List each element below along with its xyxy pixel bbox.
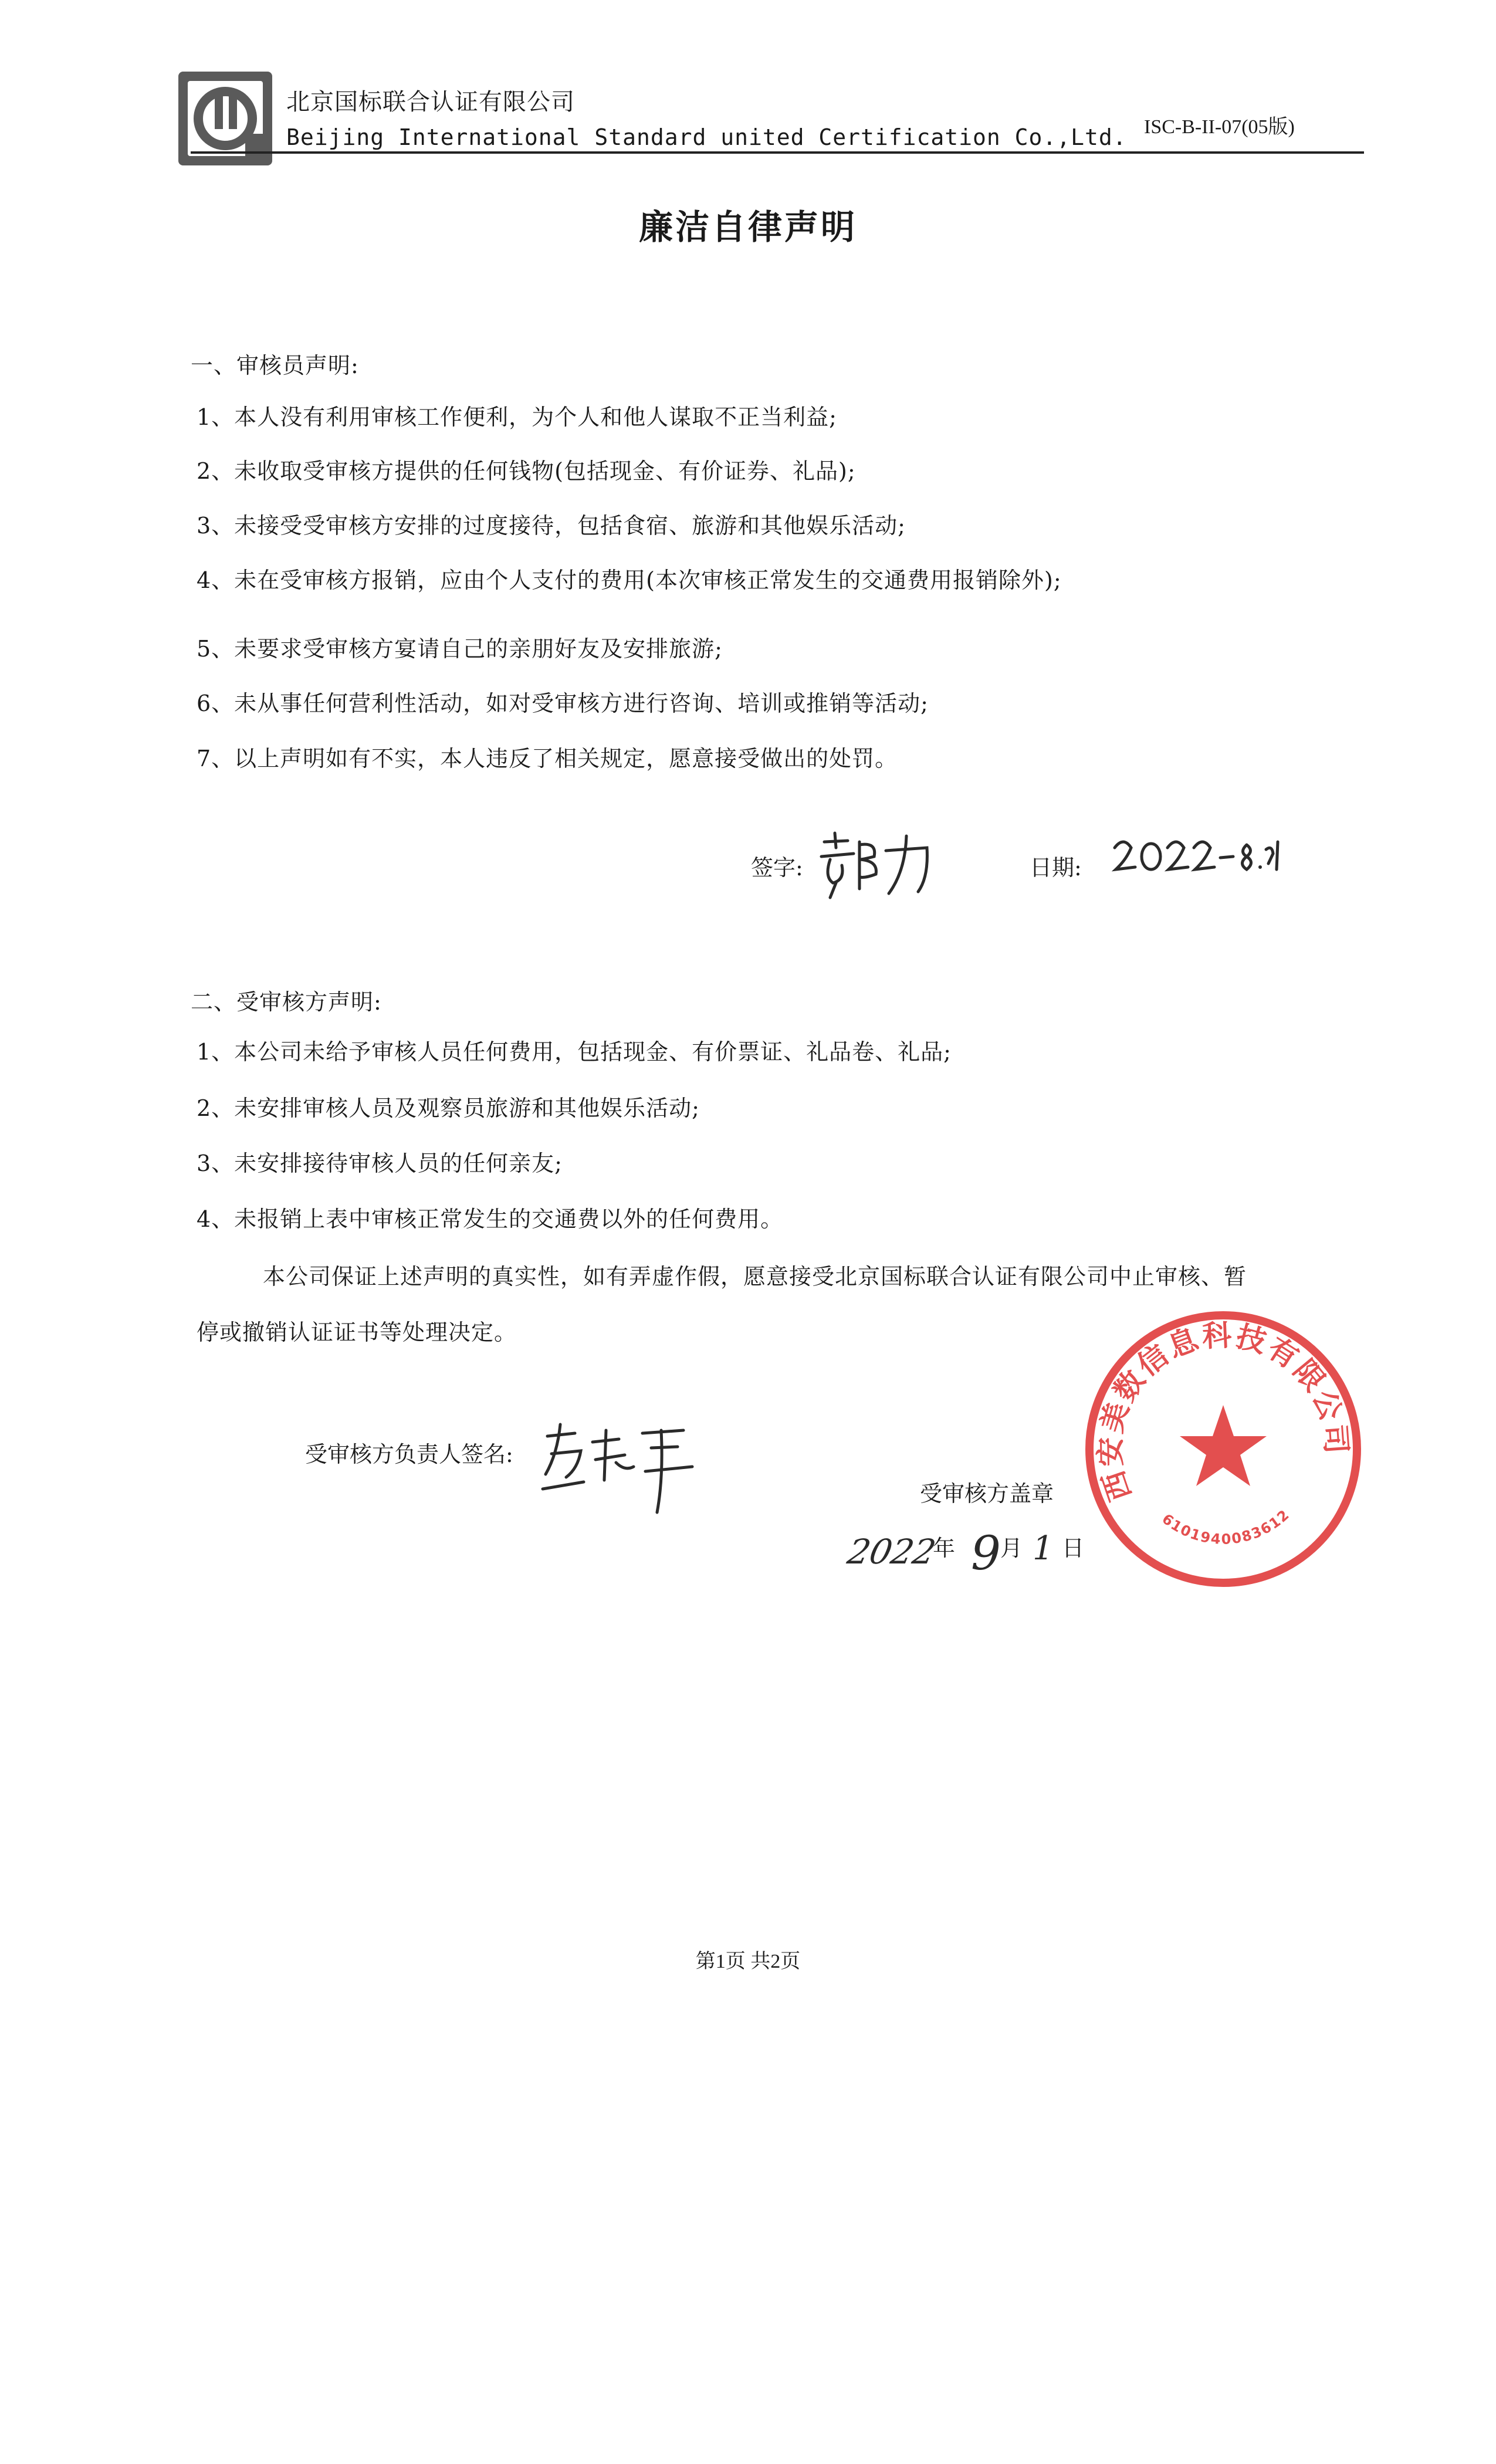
auditee-section-heading: 二、受审核方声明: bbox=[191, 989, 382, 1015]
auditee-item: 1、本公司未给予审核人员任何费用，包括现金、有价票证、礼品卷、礼品; bbox=[197, 1039, 952, 1065]
seal-label: 受审核方盖章 bbox=[920, 1481, 1054, 1507]
document-code: ISC-B-II-07(05版) bbox=[1144, 116, 1295, 138]
document-title: 廉洁自律声明 bbox=[638, 207, 857, 247]
company-name-en: Beijing International Standard united Certification Co.,Ltd. bbox=[286, 124, 1127, 150]
seal-company-name: 西安美数信息科技有限公司 bbox=[1093, 1318, 1354, 1505]
auditee-item: 4、未报销上表中审核正常发生的交通费以外的任何费用。 bbox=[197, 1206, 784, 1232]
auditee-date-year-unit: 年 bbox=[933, 1535, 956, 1561]
auditee-item: 3、未安排接待审核人员的任何亲友; bbox=[197, 1150, 563, 1176]
auditor-item: 2、未收取受审核方提供的任何钱物(包括现金、有价证券、礼品); bbox=[197, 458, 856, 484]
auditee-date-day: 1 bbox=[1033, 1529, 1054, 1568]
company-seal-stamp bbox=[1077, 1302, 1370, 1596]
responsible-signature bbox=[537, 1419, 701, 1518]
auditor-section-heading: 一、审核员声明: bbox=[191, 353, 359, 378]
guarantee-statement: 本公司保证上述声明的真实性，如有弄虚作假，愿意接受北京国标联合认证有限公司中止审核、暂 bbox=[263, 1264, 1247, 1289]
auditor-signature-label: 签字: bbox=[751, 855, 803, 881]
auditor-date-label: 日期: bbox=[1030, 855, 1082, 881]
auditee-date bbox=[844, 1514, 1115, 1584]
responsible-signature-label: 受审核方负责人签名: bbox=[305, 1441, 513, 1467]
company-name-cn: 北京国标联合认证有限公司 bbox=[286, 89, 575, 116]
seal-registration-number: 6101940083612 bbox=[1159, 1506, 1294, 1548]
auditor-item: 3、未接受受审核方安排的过度接待，包括食宿、旅游和其他娱乐活动; bbox=[197, 513, 906, 539]
header-divider bbox=[191, 151, 1364, 154]
guarantee-statement-cont: 停或撤销认证证书等处理决定。 bbox=[197, 1319, 517, 1345]
auditor-item: 4、未在受审核方报销，应由个人支付的费用(本次审核正常发生的交通费用报销除外); bbox=[197, 567, 1062, 593]
auditor-item: 6、未从事任何营利性活动，如对受审核方进行咨询、培训或推销等活动; bbox=[197, 691, 929, 716]
svg-text:6101940083612 bbox=[1159, 1506, 1293, 1548]
auditor-item: 7、以上声明如有不实，本人违反了相关规定，愿意接受做出的处罚。 bbox=[197, 746, 898, 771]
auditee-date-month: 9 bbox=[971, 1526, 1001, 1580]
auditee-date-day-unit: 日 bbox=[1062, 1535, 1085, 1561]
auditor-item: 1、本人没有利用审核工作便利，为个人和他人谋取不正当利益; bbox=[197, 404, 837, 430]
auditor-date-handwritten bbox=[1109, 827, 1285, 880]
page-number: 第1页 共2页 bbox=[695, 1951, 801, 1972]
auditor-item: 5、未要求受审核方宴请自己的亲朋好友及安排旅游; bbox=[197, 636, 723, 662]
auditor-signature bbox=[813, 824, 936, 901]
auditee-date-year: 2022 bbox=[844, 1532, 939, 1572]
auditee-item: 2、未安排审核人员及观察员旅游和其他娱乐活动; bbox=[197, 1095, 700, 1121]
auditee-date-month-unit: 月 bbox=[1000, 1535, 1023, 1561]
